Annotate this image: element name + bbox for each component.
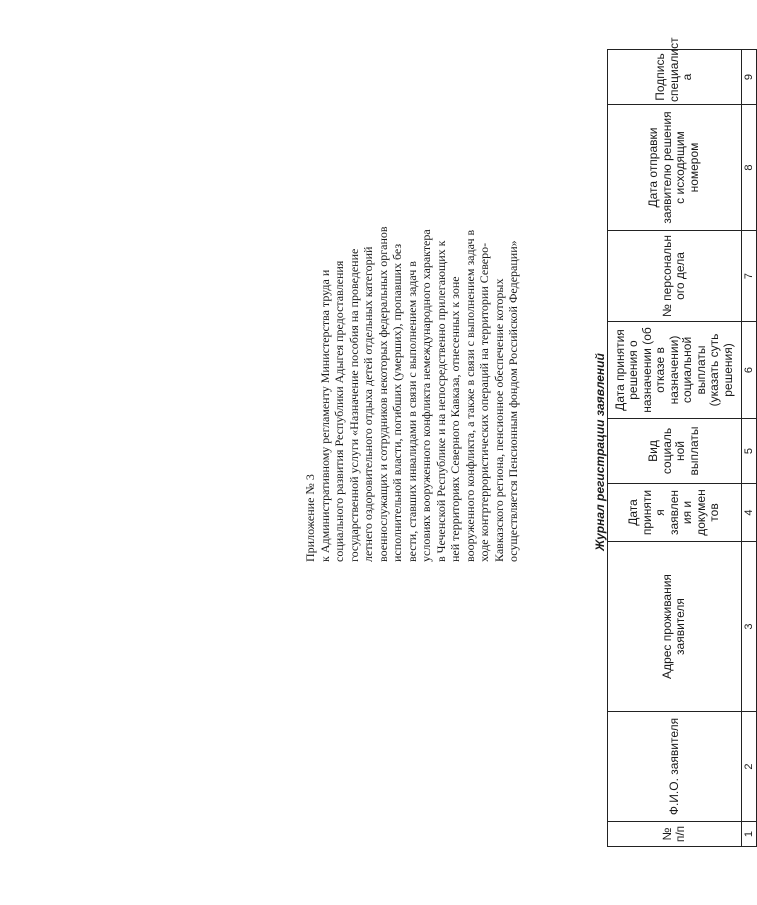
appendix-line: Кавказского региона, пенсионное обеспечение которых (491, 278, 506, 562)
appendix-line: исполнительной власти, погибших (умерших), пропавших без (390, 243, 404, 562)
column-header-signature: Подпись специалист а (608, 50, 742, 105)
appendix-line: Приложение № 3 (303, 474, 317, 562)
column-header-case-number: № персональн ого дела (608, 231, 742, 322)
appendix-line: в Чеченской Республике и на непосредственно прилегающих к (433, 240, 448, 562)
column-number: 6 (741, 322, 756, 419)
column-number: 8 (741, 105, 756, 231)
table-header-row (608, 50, 742, 847)
column-number: 1 (741, 822, 756, 847)
column-number: 3 (741, 542, 756, 712)
column-header-dispatch-date: Дата отправки заявителю решения с исходящим номером (608, 105, 742, 231)
column-number: 7 (741, 231, 756, 322)
column-header-decision-date: Дата принятия решения о назначении (об отказе в назначении) социальной выплаты (указать суть решения) (608, 322, 742, 419)
rotated-page-content (265, 37, 755, 862)
appendix-line: условиях вооруженного конфликта немеждународного характера (419, 229, 433, 562)
column-number: 2 (741, 712, 756, 822)
column-header-full-name: Ф.И.О. заявителя (608, 712, 742, 822)
column-header-application-date: Дата приняти я заявлен ия и докумен тов (608, 484, 742, 542)
applications-journal-table (607, 37, 757, 847)
column-header-number: № п/п (608, 822, 742, 847)
column-number: 5 (741, 419, 756, 484)
appendix-line: осуществляется Пенсионным фондом Российской Федерации» (506, 240, 520, 562)
column-numbers-row (741, 50, 756, 847)
appendix-line: государственной услуги «Назначение пособия на проведение (346, 248, 361, 562)
appendix-reference (303, 57, 521, 562)
appendix-line: военнослужащих и сотрудников некоторых федеральных органов (375, 226, 390, 562)
appendix-line: к Административному регламенту Министерства труда и (317, 269, 332, 562)
column-number: 4 (741, 484, 756, 542)
column-header-payment-type: Вид социаль ной выплаты (608, 419, 742, 484)
appendix-line: вести, ставших инвалидами в связи с выполнением задач в (404, 261, 419, 562)
appendix-line: ней территориях Северного Кавказа, отнесенных к зоне (448, 276, 462, 562)
column-number: 9 (741, 50, 756, 105)
journal-title: Журнал регистрации заявлений (593, 353, 607, 551)
appendix-line: ходе контртеррористических операций на территории Северо- (477, 242, 491, 562)
appendix-line: летнего оздоровительного отдыха детей отдельных категорий (361, 246, 375, 562)
column-header-address: Адрес проживания заявителя (608, 542, 742, 712)
appendix-line: вооруженного конфликта, а также в связи с выполнением задач в (462, 229, 477, 562)
appendix-line: социального развития Республики Адыгея предоставления (332, 260, 346, 562)
